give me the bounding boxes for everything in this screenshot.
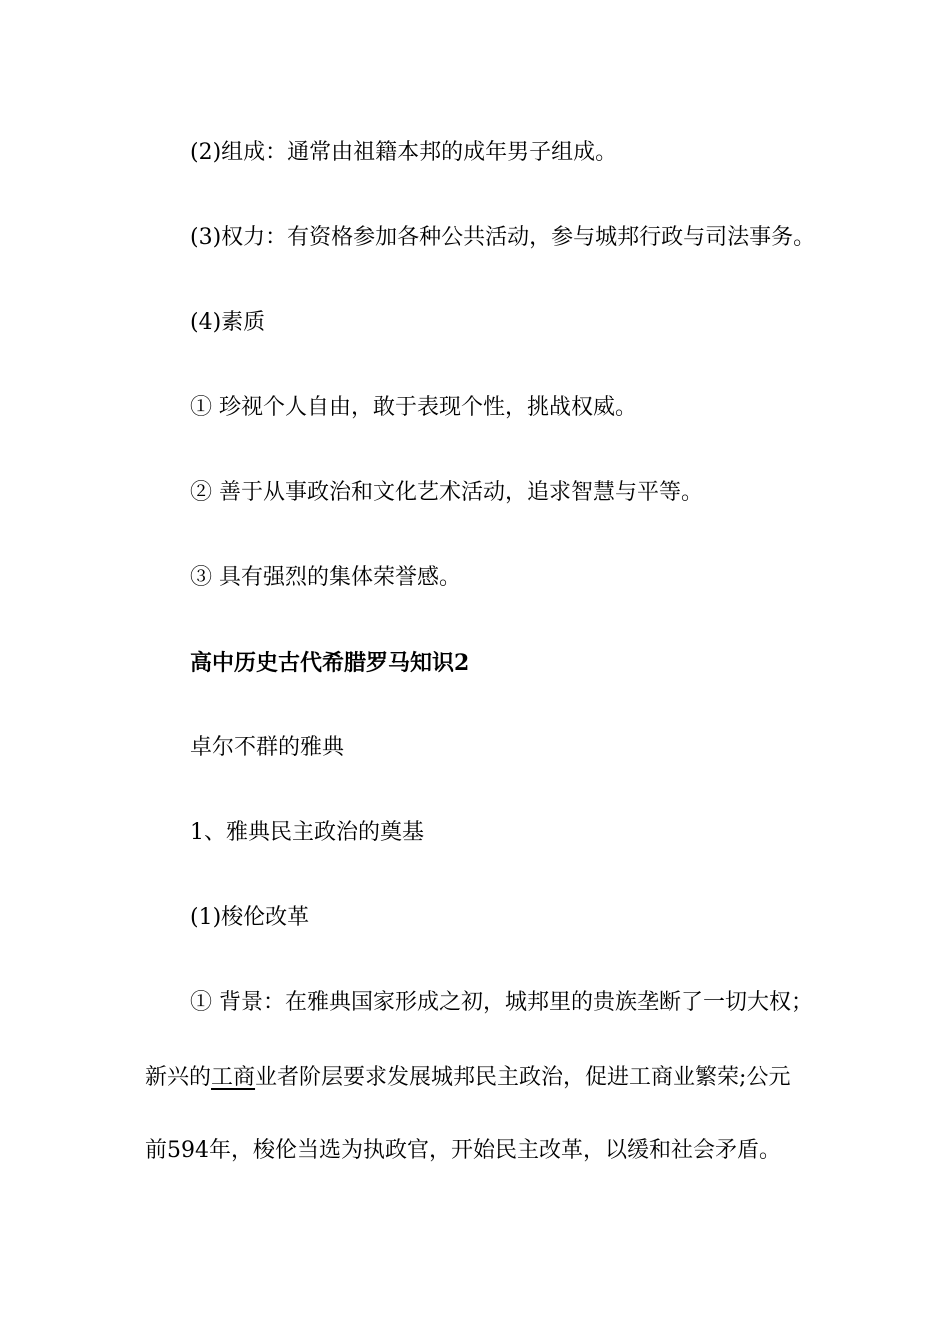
text-segment: 新兴的	[145, 1065, 212, 1090]
list-item-freedom: ① 珍视个人自由，敢于表现个性，挑战权威。	[190, 395, 637, 420]
text-segment: 业者阶层要求发展城邦民主政治，促进工商业繁荣;公元	[255, 1065, 791, 1090]
list-item-politics-arts: ② 善于从事政治和文化艺术活动，追求智慧与平等。	[190, 480, 703, 505]
paragraph-composition: (2)组成：通常由祖籍本邦的成年男子组成。	[190, 140, 618, 165]
paragraph-background-continued	[145, 1063, 790, 1093]
paragraph-power: (3)权力：有资格参加各种公共活动，参与城邦行政与司法事务。	[190, 225, 816, 250]
paragraph-background: ① 背景：在雅典国家形成之初，城邦里的贵族垄断了一切大权；	[190, 990, 813, 1015]
subsection-title: 卓尔不群的雅典	[190, 735, 345, 760]
list-item-honor: ③ 具有强烈的集体荣誉感。	[190, 565, 461, 590]
paragraph-qualities-heading: (4)素质	[190, 310, 266, 335]
subsection-item-foundation: 1、雅典民主政治的奠基	[190, 820, 424, 845]
subsection-item-solon-reform: (1)梭伦改革	[190, 905, 310, 930]
section-heading: 高中历史古代希腊罗马知识2	[190, 650, 470, 676]
underlined-term-link[interactable]: 工商	[211, 1065, 256, 1090]
paragraph-background-end: 前594年，梭伦当选为执政官，开始民主改革，以缓和社会矛盾。	[145, 1138, 781, 1163]
